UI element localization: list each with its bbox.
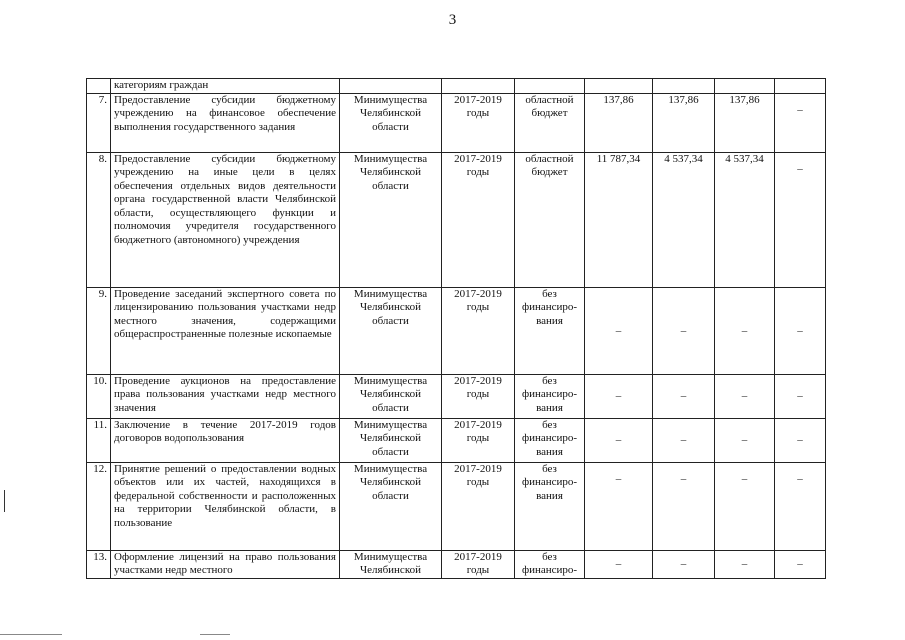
period: 2017-2019 годы (442, 418, 515, 462)
activities-table (86, 78, 826, 579)
dash-mark: – (680, 434, 687, 447)
amount-year-3 (715, 374, 775, 418)
period: 2017-2019 годы (442, 462, 515, 550)
period: 2017-2019 годы (442, 152, 515, 287)
amount-year-3: 137,86 (715, 93, 775, 152)
dash-mark: – (797, 390, 803, 403)
table-row (87, 152, 826, 287)
funding-source: областной бюджет (515, 152, 585, 287)
row-number: 11. (87, 418, 111, 462)
activity-name: категориям граждан (111, 79, 340, 94)
executor: Минимущества Челябинской области (340, 287, 442, 374)
executor: Минимущества Челябинской области (340, 93, 442, 152)
dash-mark: – (680, 558, 687, 571)
note (775, 550, 826, 578)
executor: Минимущества Челябинской области (340, 418, 442, 462)
executor: Минимущества Челябинской (340, 550, 442, 578)
executor: Минимущества Челябинской области (340, 374, 442, 418)
amount-year-3 (715, 418, 775, 462)
note (775, 93, 826, 152)
amount-total: 11 787,34 (585, 152, 653, 287)
period: 2017-2019 годы (442, 287, 515, 374)
period (442, 79, 515, 94)
dash-mark: – (797, 472, 803, 485)
row-number: 12. (87, 462, 111, 550)
amount-total (585, 550, 653, 578)
executor: Минимущества Челябинской области (340, 152, 442, 287)
amount-year-3 (715, 79, 775, 94)
amount-year-3 (715, 287, 775, 374)
funding-source: без финансиро-вания (515, 287, 585, 374)
dash-mark: – (797, 324, 803, 337)
activity-name: Заключение в течение 2017-2019 годов договоров водопользования (111, 418, 340, 462)
dash-mark: – (797, 162, 803, 175)
activity-name: Проведение аукционов на предоставление права пользования участками недр местного значения (111, 374, 340, 418)
dash-mark: – (615, 390, 622, 403)
dash-mark: – (615, 558, 622, 571)
amount-year-2: 137,86 (653, 93, 715, 152)
dash-mark: – (680, 472, 687, 485)
amount-year-2 (653, 374, 715, 418)
dash-mark: – (741, 434, 748, 447)
activity-name: Предоставление субсидии бюджетному учреждению на финансовое обеспечение выполнения государственного задания (111, 93, 340, 152)
activity-name: Предоставление субсидии бюджетному учреждению на иные цели в целях обеспечения отдельных видов деятельности органа государственной власти Челябинской области, осуществляющего функции и полномочия учредителя государственного бюджетного (автономного) учреждения (111, 152, 340, 287)
note (775, 287, 826, 374)
amount-total (585, 287, 653, 374)
table-row (87, 287, 826, 374)
dash-mark: – (741, 558, 748, 571)
row-number: 13. (87, 550, 111, 578)
dash-mark: – (797, 558, 803, 571)
table-row (87, 93, 826, 152)
margin-mark (4, 490, 5, 512)
bottom-rule-mid (200, 634, 230, 635)
funding-source: без финансиро- (515, 550, 585, 578)
row-number: 8. (87, 152, 111, 287)
activity-name: Принятие решений о предоставлении водных объектов или их частей, находящихся в федеральной собственности и расположенных на территории Челябинской области, в пользование (111, 462, 340, 550)
amount-year-3 (715, 462, 775, 550)
row-number: 7. (87, 93, 111, 152)
bottom-rule-left (0, 634, 62, 635)
dash-mark: – (680, 390, 687, 403)
amount-total (585, 79, 653, 94)
dash-mark: – (615, 472, 622, 485)
amount-year-2: 4 537,34 (653, 152, 715, 287)
funding-source: без финансиро-вания (515, 462, 585, 550)
funding-source: без финансиро-вания (515, 374, 585, 418)
note (775, 418, 826, 462)
activity-name: Проведение заседаний экспертного совета по лицензированию пользования участками недр местного значения, содержащими общераспространенные полезные ископаемые (111, 287, 340, 374)
period: 2017-2019 годы (442, 93, 515, 152)
amount-year-2 (653, 462, 715, 550)
note (775, 152, 826, 287)
note (775, 374, 826, 418)
note (775, 462, 826, 550)
executor: Минимущества Челябинской области (340, 462, 442, 550)
note (775, 79, 826, 94)
funding-source: без финансиро-вания (515, 418, 585, 462)
amount-year-2 (653, 418, 715, 462)
row-number (87, 79, 111, 94)
table-row (87, 374, 826, 418)
dash-mark: – (741, 324, 748, 337)
executor (340, 79, 442, 94)
row-number: 9. (87, 287, 111, 374)
amount-year-2 (653, 79, 715, 94)
period: 2017-2019 годы (442, 374, 515, 418)
dash-mark: – (741, 390, 748, 403)
period: 2017-2019 годы (442, 550, 515, 578)
page-number: 3 (448, 12, 457, 28)
dash-mark: – (797, 434, 803, 447)
amount-year-2 (653, 550, 715, 578)
amount-total (585, 418, 653, 462)
activity-name: Оформление лицензий на право пользования участками недр местного (111, 550, 340, 578)
dash-mark: – (797, 103, 803, 116)
dash-mark: – (680, 324, 687, 337)
table-row (87, 462, 826, 550)
row-number: 10. (87, 374, 111, 418)
amount-total (585, 374, 653, 418)
funding-source: областной бюджет (515, 93, 585, 152)
dash-mark: – (615, 324, 622, 337)
dash-mark: – (741, 472, 748, 485)
table-row (87, 550, 826, 578)
amount-total: 137,86 (585, 93, 653, 152)
amount-year-2 (653, 287, 715, 374)
amount-total (585, 462, 653, 550)
dash-mark: – (615, 434, 622, 447)
funding-source (515, 79, 585, 94)
table-row (87, 79, 826, 94)
table-row (87, 418, 826, 462)
amount-year-3 (715, 550, 775, 578)
amount-year-3: 4 537,34 (715, 152, 775, 287)
